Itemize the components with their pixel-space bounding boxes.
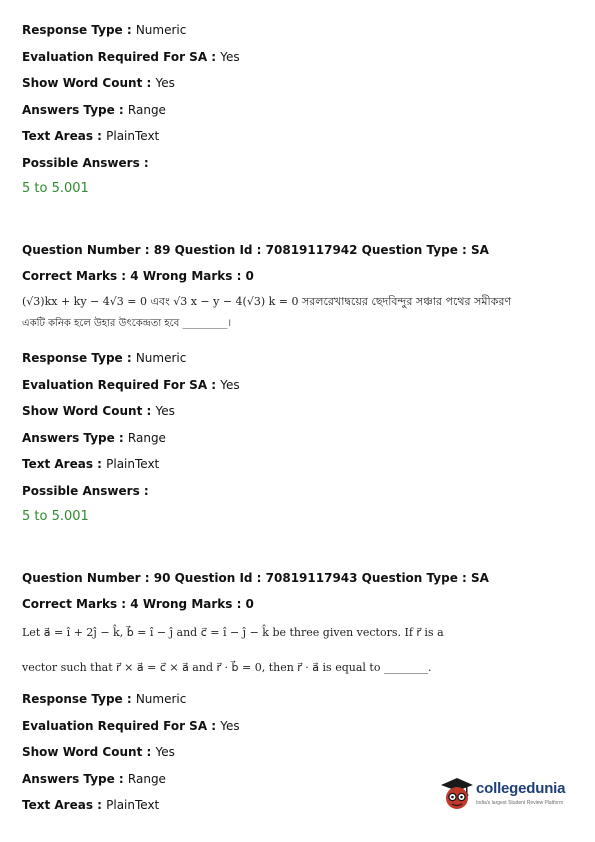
text-areas-row: Text Areas : PlainText bbox=[22, 129, 160, 143]
possible-answer-value: 5 to 5.001 bbox=[22, 181, 89, 196]
question-header: Question Number : 90 Question Id : 70819117943 Question Type : SA bbox=[22, 571, 489, 585]
answers-type-row: Answers Type : Range bbox=[22, 103, 166, 117]
response-type-row: Response Type : Numeric bbox=[22, 692, 187, 706]
collegedunia-logo[interactable] bbox=[440, 776, 580, 816]
possible-answers-row: Possible Answers : bbox=[22, 484, 149, 498]
logo-wordmark: collegedunia bbox=[476, 780, 566, 797]
question-marks: Correct Marks : 4 Wrong Marks : 0 bbox=[22, 269, 254, 283]
evaluation-required-row: Evaluation Required For SA : Yes bbox=[22, 50, 240, 64]
answers-type-row: Answers Type : Range bbox=[22, 431, 166, 445]
show-word-count-row: Show Word Count : Yes bbox=[22, 745, 175, 759]
show-word-count-row: Show Word Count : Yes bbox=[22, 76, 175, 90]
question-text-line: (√3)kx + ky − 4√3 = 0 এবং √3 x − y − 4(√3) k = 0 সরলরেখাদ্বয়ের ছেদবিন্দুর সঞ্চার পথের সমীকরণ bbox=[22, 295, 512, 308]
response-type-row: Response Type : Numeric bbox=[22, 351, 187, 365]
evaluation-required-row: Evaluation Required For SA : Yes bbox=[22, 719, 240, 733]
possible-answer-value: 5 to 5.001 bbox=[22, 509, 89, 524]
show-word-count-row: Show Word Count : Yes bbox=[22, 404, 175, 418]
evaluation-required-row: Evaluation Required For SA : Yes bbox=[22, 378, 240, 392]
response-type-row: Response Type : Numeric bbox=[22, 23, 187, 37]
answers-type-row: Answers Type : Range bbox=[22, 772, 166, 786]
logo-tagline: India's largest Student Review Platform bbox=[476, 800, 564, 806]
question-text-line: Let a⃗ = î + 2ĵ − k̂, b⃗ = î − ĵ and c⃗ = î − ĵ − k̂ be three given vectors. If r⃗ is a bbox=[22, 626, 444, 639]
question-marks: Correct Marks : 4 Wrong Marks : 0 bbox=[22, 597, 254, 611]
graduate-mascot-icon bbox=[440, 776, 474, 814]
text-areas-row: Text Areas : PlainText bbox=[22, 457, 160, 471]
question-text-line: একটি কনিক হলে উহার উৎকেন্দ্রতা হবে _________। bbox=[22, 318, 232, 329]
question-header: Question Number : 89 Question Id : 70819117942 Question Type : SA bbox=[22, 243, 489, 257]
text-areas-row: Text Areas : PlainText bbox=[22, 798, 160, 812]
possible-answers-row: Possible Answers : bbox=[22, 156, 149, 170]
question-text-line: vector such that r⃗ × a⃗ = c⃗ × a⃗ and r⃗ · b⃗ = 0, then r⃗ · a⃗ is equal to ________. bbox=[22, 661, 432, 674]
